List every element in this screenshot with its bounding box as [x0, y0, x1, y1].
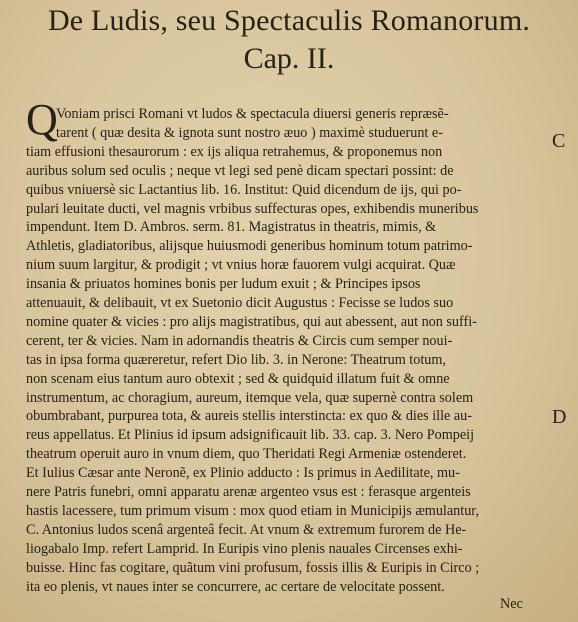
drop-cap: Q: [26, 95, 58, 144]
text-line: insania & priuatos homines bonis per ludum exuit ; & Principes ipsos: [26, 276, 421, 293]
text-line: attenuauit, & delibauit, vt ex Suetonio dicit Augustus : Fecisse se ludos suo: [26, 295, 454, 311]
text-line: nomine quater & vicies : pro alijs magistratibus, qui aut abessent, aut non suffi-: [26, 313, 477, 330]
text-line: theatrum operuit auro in vnum diem, quo Theridati Regi Armeniæ ostenderet.: [26, 446, 467, 463]
text-line: nere Patris funebri, omni apparatu arenæ argenteo vsus est : ferasque argenteis: [26, 484, 471, 500]
text-line: Et Iulius Cæsar ante Neronẽ, ex Plinio adducto : Is primus in Aedilitate, mu-: [26, 465, 460, 482]
text-line: auribus solum sed oculis ; neque vt legi sed penè dicam spectari possint: de: [26, 162, 454, 179]
text-line: non scenam eius tantum auro obtexit ; sed & quidquid illatum fuit & omne: [26, 370, 450, 387]
text-line: impendunt. Item D. Ambros. serm. 81. Magistratus in theatris, mimis, &: [26, 219, 437, 236]
text-line: ita eo plenis, vt naues inter se concurrere, ac certare de velocitate possent.: [26, 578, 445, 595]
text-line: reus appellatus. Et Plinius id ipsum adsignificauit lib. 33. cap. 3. Nero Pompeij: [26, 427, 475, 444]
text-line: hastis lacessere, tum primum visum : mox quod etiam in Municipijs æmulantur,: [26, 502, 479, 519]
margin-letter-c: C: [552, 130, 566, 152]
text-line: buisse. Hinc fas cogitare, quãtum vini profusum, fossis illis & Euripis in Circo ;: [26, 559, 480, 576]
text-line: quibus vniuersè sic Lactantius lib. 16. Institut: Quid dicendum de ijs, qui po-: [26, 181, 462, 198]
text-line: nium suum largitur, & prodigit ; vt vnius horæ fauorem vulgi acquirat. Quæ: [26, 257, 456, 274]
text-line: C. Antonius ludos scenâ argenteâ fecit. At vnum & extremum furorem de He-: [26, 521, 467, 538]
margin-letter-d: D: [552, 406, 567, 428]
text-line: tarent ( quæ desita & ignota sunt nostro æuo ) maximè studuerunt e-: [56, 124, 443, 141]
text-line: Voniam prisci Romani vt ludos & spectacula diuersi generis repræsẽ-: [56, 106, 449, 122]
text-line: tas in ipsa forma quæreretur, refert Dio lib. 3. in Nerone: Theatrum totum,: [26, 351, 446, 368]
text-line: tiam effusioni thesaurorum : ex ijs aliqua retrahemus, & proponemus non: [26, 143, 443, 160]
text-line: cerent, ter & vicies. Nam in adornandis theatris & Circis cum semper noui-: [26, 332, 453, 349]
page-title: De Ludis, seu Spectaculis Romanorum.: [47, 4, 531, 37]
chapter-heading: Cap. II.: [243, 42, 335, 75]
text-line: Athletis, gladiatoribus, alijsque huiusmodi generibus hominum totum patrimo-: [26, 238, 473, 255]
text-line: obumbrabant, purpurea tota, & aureis stellis interstincta: ex quo & dies ille au-: [26, 408, 472, 425]
text-line: instrumentum, ac choragium, aureum, itemque vela, quæ supernè contra solem: [26, 389, 474, 406]
text-line: pulari leuitate ducti, vel magnis vrbibus suffecturas opes, exhibendis muneribus: [26, 200, 479, 217]
catchword: Nec: [500, 596, 523, 612]
text-line: liogabalo Imp. refert Lamprid. In Euripis vino plenis nauales Circenses exhi-: [26, 540, 463, 557]
